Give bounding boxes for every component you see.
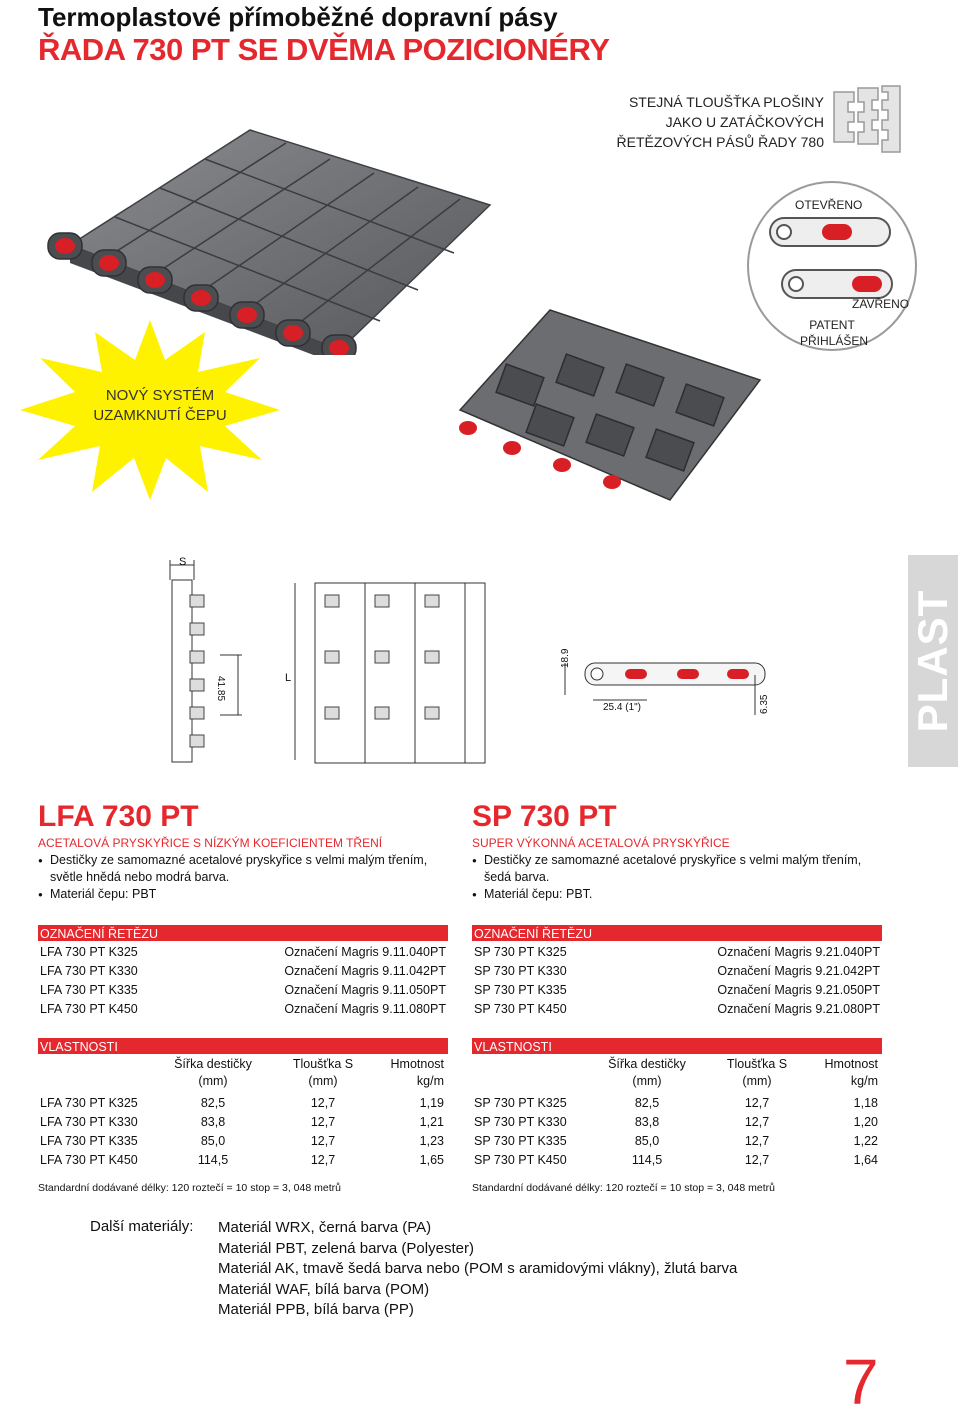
material-item: Materiál WAF, bílá barva (POM): [218, 1280, 430, 1298]
platform-note: STEJNÁ TLOUŠŤKA PLOŠINY JAKO U ZATÁČKOVÝCH ŘETĚZOVÝCH PÁSŮ ŘADY 780: [616, 94, 824, 150]
dim-25-4-label: 25.4 (1"): [603, 702, 642, 713]
properties-table: [472, 1056, 882, 1170]
properties-table: [38, 1056, 448, 1170]
codes-header-bar: OZNAČENÍ ŘETĚZU: [38, 925, 448, 941]
properties-column-headers: Šířka destičky (mm) Tloušťka S (mm) Hmotnost kg/m: [608, 1057, 878, 1088]
code-row: LFA 730 PT K325 Označení Magris 9.11.040PT: [40, 945, 446, 959]
chain-link-icon: [826, 84, 906, 156]
properties-header-bar: VLASTNOSTI: [472, 1038, 882, 1054]
code-row: LFA 730 PT K330 Označení Magris 9.11.042PT: [40, 964, 446, 978]
dim-6-35-label: 6.35: [759, 694, 770, 714]
code-row: LFA 730 PT K450 Označení Magris 9.11.080PT: [40, 1002, 446, 1016]
codes-header-bar: OZNAČENÍ ŘETĚZU: [472, 925, 882, 941]
code-row: SP 730 PT K325 Označení Magris 9.21.040PT: [474, 945, 880, 959]
bullet-item: ● Materiál čepu: PBT.: [472, 886, 882, 903]
code-row: SP 730 PT K335 Označení Magris 9.21.050PT: [474, 983, 880, 997]
product-bullets: [38, 852, 448, 903]
dim-41-85-label: 41.85: [215, 676, 226, 702]
side-tab-plast: PLAST: [908, 555, 958, 767]
dim-s-label: S: [179, 556, 187, 568]
product-subtitle: SUPER VÝKONNÁ ACETALOVÁ PRYSKYŘICE: [472, 836, 730, 850]
code-row: LFA 730 PT K335 Označení Magris 9.11.050PT: [40, 983, 446, 997]
code-row: SP 730 PT K450 Označení Magris 9.21.080PT: [474, 1002, 880, 1016]
dim-18-9-label: 18.9: [560, 648, 571, 668]
bullet-item: ● Materiál čepu: PBT: [38, 886, 448, 903]
table-row: SP 730 PT K450 114,5 12,7 1,64: [474, 1153, 878, 1167]
material-item: Materiál WRX, černá barva (PA): [218, 1219, 432, 1236]
product-sp-section: [472, 800, 882, 903]
table-row: SP 730 PT K330 83,8 12,7 1,20: [474, 1115, 878, 1129]
properties-column-headers: Šířka destičky (mm) Tloušťka S (mm) Hmotnost kg/m: [174, 1057, 444, 1088]
page-subtitle: ŘADA 730 PT SE DVĚMA POZICIONÉRY: [38, 32, 610, 67]
product-name: SP 730 PT: [472, 800, 617, 833]
product-subtitle: ACETALOVÁ PRYSKYŘICE S NÍZKÝM KOEFICIENTEM TŘENÍ: [38, 836, 383, 850]
table-row: LFA 730 PT K325 82,5 12,7 1,19: [40, 1096, 444, 1110]
properties-header-bar: VLASTNOSTI: [38, 1038, 448, 1054]
closed-label: ZAVŘENO: [852, 297, 910, 311]
product-name: LFA 730 PT: [38, 800, 199, 833]
product-bullets: [472, 852, 882, 903]
other-materials-label: Další materiály:: [90, 1218, 194, 1235]
technical-drawing-plan: [150, 555, 500, 770]
bullet-item: ● Destičky ze samomazné acetalové pryskyřice s velmi malým třením, šedá barva.: [472, 852, 882, 886]
belt-top-view-illustration: [440, 300, 770, 510]
technical-drawing-side: [555, 655, 775, 720]
table-row: SP 730 PT K325 82,5 12,7 1,18: [474, 1096, 878, 1110]
material-item: Materiál PPB, bílá barva (PP): [218, 1301, 414, 1318]
patent-label: PATENT PŘIHLÁŠEN: [800, 318, 869, 348]
code-row: SP 730 PT K330 Označení Magris 9.21.042PT: [474, 964, 880, 978]
material-item: Materiál AK, tmavě šedá barva nebo (POM s aramidovými vlákny), žlutá barva: [218, 1260, 738, 1277]
dim-l-label: L: [285, 672, 292, 684]
bullet-item: ● Destičky ze samomazné acetalové pryskyřice s velmi malým třením, světle hnědá nebo modrá barva.: [38, 852, 448, 886]
codes-list: [38, 943, 446, 1019]
standard-length-note: Standardní dodávané délky: 120 roztečí = 10 stop = 3, 048 metrů: [472, 1182, 775, 1194]
table-row: LFA 730 PT K450 114,5 12,7 1,65: [40, 1153, 444, 1167]
new-system-text: NOVÝ SYSTÉM UZAMKNUTÍ ČEPU: [93, 387, 227, 424]
standard-length-note: Standardní dodávané délky: 120 roztečí = 10 stop = 3, 048 metrů: [38, 1182, 341, 1194]
open-label: OTEVŘENO: [795, 198, 863, 212]
codes-list: [472, 943, 880, 1019]
product-lfa-section: [38, 800, 448, 903]
page-number: 7: [843, 1346, 879, 1418]
table-row: LFA 730 PT K335 85,0 12,7 1,23: [40, 1134, 444, 1148]
other-materials-list: [218, 1218, 737, 1321]
table-row: SP 730 PT K335 85,0 12,7 1,22: [474, 1134, 878, 1148]
page-title: Termoplastové přímoběžné dopravní pásy: [38, 2, 558, 32]
material-item: Materiál PBT, zelená barva (Polyester): [218, 1239, 474, 1257]
table-row: LFA 730 PT K330 83,8 12,7 1,21: [40, 1115, 444, 1129]
